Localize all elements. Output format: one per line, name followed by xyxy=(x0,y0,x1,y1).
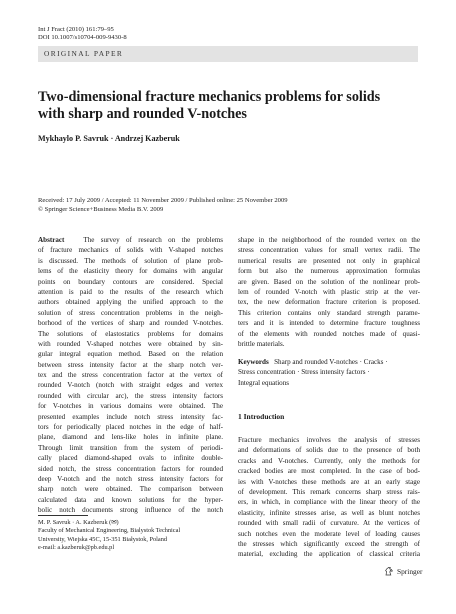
abstract-line: presented examples include notch stress intensity fac- xyxy=(38,412,223,421)
publication-history xyxy=(38,197,288,214)
abstract-line: gular integral equation method. Based on the relation xyxy=(38,350,223,359)
footnote-email: e-mail: a.kazberuk@pb.edu.pl xyxy=(38,544,115,552)
abstract-line: stress concentration values for small vertex radii. The xyxy=(238,246,420,255)
title-line: Two-dimensional fracture mechanics problems for solids xyxy=(38,89,381,105)
paper-type-label: ORIGINAL PAPER xyxy=(44,49,124,58)
intro-line: of development. This remark concerns sharp stress rais- xyxy=(238,487,420,496)
author-footnote xyxy=(38,519,180,553)
abstract-first-line: The survey of research on the problems xyxy=(83,236,223,244)
abstract-line: bolic notch documents strong influence of the notch xyxy=(38,506,223,515)
copyright-notice: © Springer Science+Business Media B.V. 2009 xyxy=(38,205,164,213)
footnote-affiliation: Faculty of Mechanical Engineering, Bialystok Technical xyxy=(38,527,181,535)
intro-line: material, excluding the application of classical criteria xyxy=(238,550,420,559)
section-heading-introduction: 1 Introduction xyxy=(238,412,285,421)
springer-wordmark: Springer xyxy=(397,566,423,576)
keywords-line: Integral equations xyxy=(238,378,290,387)
keywords-first-line: Sharp and rounded V-notches · Cracks · xyxy=(274,358,388,366)
abstract-line: shape in the neighborhood of the rounded vertex on the xyxy=(238,236,420,244)
abstract-continued-column xyxy=(238,235,420,349)
abstract-line: numerical results are presented not only in graphical xyxy=(238,256,420,265)
abstract-line: cally placed diamond-shaped ovals to infinite double- xyxy=(38,454,223,463)
intro-line: and deformations of solids due to the presence of both xyxy=(238,446,420,455)
abstract-line: for V-notches in various domains were obtained. The xyxy=(38,402,223,411)
abstract-column xyxy=(38,235,223,516)
keywords-block xyxy=(238,357,420,388)
abstract-label: Abstract xyxy=(38,236,65,244)
abstract-line: sharp notch were obtained. The comparison between xyxy=(38,485,223,494)
intro-line: rounded with small radii of curvature. At the vertices of xyxy=(238,519,420,528)
springer-logo xyxy=(384,566,422,576)
abstract-line: This criterion contains only standard strength parame- xyxy=(238,308,420,317)
intro-line: ies with V-notches these methods are at an early stage xyxy=(238,477,420,486)
abstract-line: solution of stress concentration problems in the neigh- xyxy=(38,308,223,317)
intro-line: elasticity, infinite stresses arise, as well as blunt notches xyxy=(238,508,420,517)
abstract-line: is discussed. The methods of solution of plane prob- xyxy=(38,256,223,265)
intro-line: ers, in which, in compliance with the linear theory of the xyxy=(238,498,420,507)
abstract-line: rounded V-notch (notch with straight edges and vertex xyxy=(38,381,223,390)
abstract-line: between stress intensity factor at the sharp notch ver- xyxy=(38,360,223,369)
footnote-authors: M. P. Savruk · A. Kazberuk (✉) xyxy=(38,519,119,526)
history-dates: Received: 17 July 2009 / Accepted: 11 November 2009 / Published online: 25 November 2009 xyxy=(38,197,288,204)
abstract-line: are given. Based on the solution of the nonlinear prob- xyxy=(238,277,420,286)
springer-horse-icon xyxy=(384,566,394,576)
abstract-line: Through limit transition from the system of periodi- xyxy=(38,443,223,452)
intro-line: such notches even the moderate level of loading causes xyxy=(238,529,420,538)
abstract-line: of fracture mechanics of solids with V-shaped notches xyxy=(38,246,223,255)
abstract-line: deep V-notch and the notch stress intensity factors for xyxy=(38,474,223,483)
keywords-line xyxy=(238,357,420,367)
abstract-line xyxy=(38,235,223,245)
abstract-line: tex, the new deformation fracture criterion is proposed. xyxy=(238,298,420,307)
intro-line: the stresses which significantly exceed the strength of xyxy=(238,539,420,548)
introduction-text xyxy=(238,435,420,560)
abstract-line: lem of rounded V-notch with plastic strip at the ver- xyxy=(238,287,420,296)
author-list: Mykhaylo P. Savruk · Andrzej Kazberuk xyxy=(38,134,180,143)
abstract-line: rounded with circular arc), the stress intensity factors xyxy=(38,391,223,400)
intro-line: cracked bodies are most completed. In the case of bod- xyxy=(238,467,420,476)
abstract-line: The solutions of elastostatics problems for domains xyxy=(38,329,223,338)
abstract-line: calculated data and known solutions for the hyper- xyxy=(38,495,223,504)
abstract-line: authors obtained applying the unified approach to the xyxy=(38,298,223,307)
keywords-line: Stress concentration · Stress intensity factors · xyxy=(238,368,370,377)
intro-line: cracks and V-notches. Currently, only the methods for xyxy=(238,456,420,465)
abstract-line: brittle materials. xyxy=(238,339,285,348)
abstract-line: of the elements with rounded notches made of quasi- xyxy=(238,329,420,338)
footnote-divider xyxy=(38,515,88,516)
abstract-line: lems of the elasticity theory for domains with angular xyxy=(38,267,223,276)
abstract-line: ters and it is intended to determine fracture toughness xyxy=(238,319,420,328)
journal-citation: Int J Fract (2010) 161:79–95 xyxy=(38,26,114,33)
abstract-line: attention is paid to the results of the research which xyxy=(38,287,223,296)
abstract-line: borhood of the vertices of sharp and rounded V-notches. xyxy=(38,319,223,328)
footnote-affiliation: University, Wiejska 45C, 15-351 Białystok, Poland xyxy=(38,535,167,543)
paper-title xyxy=(38,89,428,123)
journal-info xyxy=(38,26,127,42)
abstract-line: form but also the numerous approximation formulas xyxy=(238,267,420,276)
journal-doi: DOI 10.1007/s10704-009-9430-8 xyxy=(38,34,127,42)
abstract-line: tors for periodically placed notches in the edge of half- xyxy=(38,423,223,432)
abstract-line: sided notch, the stress concentration factors for rounded xyxy=(38,464,223,473)
abstract-line: tex and the stress concentration factor at the vertex of xyxy=(38,371,223,380)
title-line: with sharp and rounded V-notches xyxy=(38,106,247,122)
abstract-line: with rounded V-shaped notches were obtained by sin- xyxy=(38,339,223,348)
intro-line: Fracture mechanics involves the analysis of stresses xyxy=(238,436,420,444)
paper-type-band xyxy=(38,46,418,62)
abstract-line: points on boundary contours are considered. Special xyxy=(38,277,223,286)
abstract-line: plane, diamond and lens-like holes in infinite plane. xyxy=(38,433,223,442)
keywords-label: Keywords xyxy=(238,358,269,366)
